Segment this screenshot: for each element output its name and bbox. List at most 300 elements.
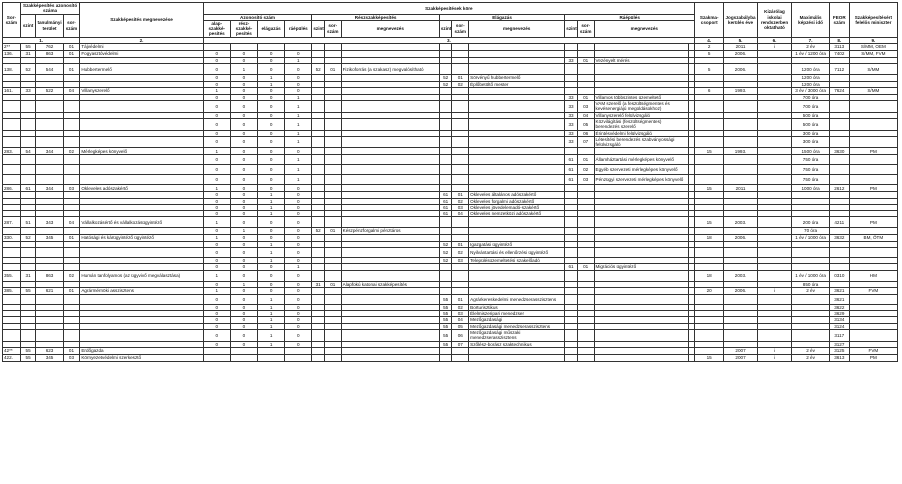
cell-szint: 31 bbox=[20, 270, 36, 281]
cell-megnevezes: Hatósági és kárügyintéző ügyintéző bbox=[80, 234, 203, 241]
cell-raepules: 0 bbox=[285, 281, 312, 287]
cell-resz: 0 bbox=[230, 112, 257, 118]
cell-kepzesi-ido: 1 év / 1000 óra bbox=[792, 270, 830, 281]
cell-elagazas: 0 bbox=[258, 228, 285, 234]
cell-raepules: 0 bbox=[285, 241, 312, 247]
cell-kepzesi-ido: 1200 óra bbox=[792, 64, 830, 75]
cell-rae-szint: 61 bbox=[565, 165, 578, 175]
cell-raepules: 0 bbox=[285, 217, 312, 228]
table-body bbox=[3, 43, 898, 361]
cell-azon-sorszam bbox=[63, 294, 80, 304]
table-header bbox=[3, 3, 898, 44]
cell-elag-sorszam: 06 bbox=[452, 330, 469, 342]
table-row bbox=[3, 330, 898, 342]
cell-feor: 2612 bbox=[829, 185, 849, 192]
cell-raepules: 0 bbox=[285, 198, 312, 204]
cell-kepzesi-ido: 1 év / 1000 óra bbox=[792, 234, 830, 241]
cell-resz-megnevezes bbox=[341, 185, 439, 192]
col-number: 5. bbox=[724, 37, 757, 43]
cell-szint: 33 bbox=[20, 87, 36, 94]
cell-szakmacsoport bbox=[695, 175, 724, 185]
cell-resz-sorszam bbox=[324, 148, 341, 155]
cell-azon-sorszam bbox=[63, 155, 80, 165]
cell-feor: 3621 bbox=[829, 294, 849, 304]
cell-feor: 3117 bbox=[829, 330, 849, 342]
cell-szint: 31 bbox=[20, 50, 36, 57]
cell-alap: 0 bbox=[203, 57, 230, 63]
cell-feor bbox=[829, 165, 849, 175]
cell-elag-szint: 55 bbox=[439, 294, 452, 304]
cell-miniszter bbox=[849, 101, 897, 113]
cell-elag-megnevezes bbox=[469, 118, 565, 130]
cell-raepules: 0 bbox=[285, 50, 312, 57]
cell-raepules: 0 bbox=[285, 317, 312, 323]
cell-raepules: 0 bbox=[285, 148, 312, 155]
cell-resz: 1 bbox=[230, 281, 257, 287]
cell-sorszam: 330. bbox=[3, 234, 21, 241]
cell-elagazas: 0 bbox=[258, 264, 285, 270]
cell-resz: 0 bbox=[230, 75, 257, 81]
cell-resz-sorszam bbox=[324, 165, 341, 175]
cell-azon-sorszam bbox=[63, 248, 80, 258]
cell-elagazas: 0 bbox=[258, 136, 285, 148]
cell-resz-sorszam bbox=[324, 330, 341, 342]
cell-resz: 0 bbox=[230, 87, 257, 94]
cell-szakmacsoport bbox=[695, 155, 724, 165]
cell-alap: 1 bbox=[203, 148, 230, 155]
header-tanulmanyi-terulet: tanulmányi terület bbox=[36, 14, 63, 37]
cell-alap: 0 bbox=[203, 294, 230, 304]
cell-rae-megnevezes bbox=[594, 43, 688, 50]
cell-ev bbox=[724, 175, 757, 185]
cell-resz-sorszam bbox=[324, 294, 341, 304]
col-number: 4. bbox=[695, 37, 724, 43]
table-row bbox=[3, 185, 898, 192]
cell-szakmacsoport: 2 bbox=[695, 43, 724, 50]
cell-miniszter: S/MM, FVM bbox=[849, 50, 897, 57]
cell-kepzesi-ido: 1200 óra bbox=[792, 81, 830, 87]
cell-szint bbox=[20, 155, 36, 165]
cell-elag-sorszam: 01 bbox=[452, 75, 469, 81]
cell-elag-szint bbox=[439, 234, 452, 241]
cell-tanulmanyi-terulet: 345 bbox=[36, 354, 63, 361]
cell-elag-sorszam bbox=[452, 43, 469, 50]
cell-resz-megnevezes bbox=[341, 354, 439, 361]
cell-elag-megnevezes: Borturisztikus bbox=[469, 304, 565, 310]
cell-miniszter: PM bbox=[849, 148, 897, 155]
cell-elag-sorszam: 03 bbox=[452, 204, 469, 210]
cell-miniszter bbox=[849, 294, 897, 304]
cell-elag-sorszam bbox=[452, 347, 469, 354]
cell-elag-megnevezes: Agrárkereskedelmi menedzserasszisztens bbox=[469, 294, 565, 304]
header-rae-sorszam: sor-szám bbox=[577, 20, 594, 37]
cell-rae-megnevezes bbox=[594, 234, 688, 241]
cell-resz: 0 bbox=[230, 204, 257, 210]
cell-tanulmanyi-terulet bbox=[36, 294, 63, 304]
cell-resz-sorszam: 01 bbox=[324, 281, 341, 287]
cell-resz-megnevezes: Fizikoforrás (a szakasz) megvalósítható bbox=[341, 64, 439, 75]
cell-resz-szint bbox=[312, 294, 325, 304]
cell-feor: 3622 bbox=[829, 304, 849, 310]
cell-rae-sorszam bbox=[577, 87, 594, 94]
cell-elag-megnevezes bbox=[469, 287, 565, 294]
cell-sorszam bbox=[3, 136, 21, 148]
cell-azon-sorszam: 03 bbox=[63, 185, 80, 192]
cell-feor bbox=[829, 175, 849, 185]
cell-resz-szint bbox=[312, 185, 325, 192]
cell-raepules: 1 bbox=[285, 130, 312, 136]
cell-resz-sorszam: 01 bbox=[324, 64, 341, 75]
cell-rae-megnevezes bbox=[594, 87, 688, 94]
cell-elag-szint: 52 bbox=[439, 258, 452, 264]
cell-resz-szint bbox=[312, 101, 325, 113]
cell-raepules: 0 bbox=[285, 81, 312, 87]
cell-rae-szint: 33 bbox=[565, 94, 578, 100]
cell-szint bbox=[20, 165, 36, 175]
cell-elag-sorszam: 03 bbox=[452, 311, 469, 317]
cell-feor bbox=[829, 248, 849, 258]
cell-szakmacsoport: 6 bbox=[695, 87, 724, 94]
cell-tanulmanyi-terulet bbox=[36, 101, 63, 113]
cell-feor bbox=[829, 118, 849, 130]
cell-feor: 7402 bbox=[829, 50, 849, 57]
cell-rae-megnevezes: Közvilágítási (feszültségmentes) berendezés szerelő bbox=[594, 118, 688, 130]
cell-tanulmanyi-terulet: 344 bbox=[36, 185, 63, 192]
table-row bbox=[3, 175, 898, 185]
cell-azon-sorszam: 01 bbox=[63, 234, 80, 241]
cell-sorszam: 138. bbox=[3, 64, 21, 75]
cell-szint: 52 bbox=[20, 234, 36, 241]
cell-ev: 2011 bbox=[724, 185, 757, 192]
cell-miniszter: FVM bbox=[849, 347, 897, 354]
cell-rae-sorszam: 06 bbox=[577, 130, 594, 136]
cell-azon-sorszam: 01 bbox=[63, 43, 80, 50]
cell-elag-szint: 52 bbox=[439, 241, 452, 247]
cell-raepules: 1 bbox=[285, 264, 312, 270]
cell-raepules: 0 bbox=[285, 304, 312, 310]
cell-elagazas: 1 bbox=[258, 311, 285, 317]
cell-kepzesi-ido: 1500 óra bbox=[792, 148, 830, 155]
cell-alap: 0 bbox=[203, 101, 230, 113]
cell-tanulmanyi-terulet: 544 bbox=[36, 64, 63, 75]
cell-rae-sorszam bbox=[577, 217, 594, 228]
cell-szint: 55 bbox=[20, 287, 36, 294]
cell-ev: 2006. bbox=[724, 50, 757, 57]
cell-resz-sorszam bbox=[324, 136, 341, 148]
cell-rae-szint: 61 bbox=[565, 155, 578, 165]
cell-elag-szint bbox=[439, 175, 452, 185]
cell-raepules: 0 bbox=[285, 341, 312, 347]
cell-rae-megnevezes: Létesítési berendezés szabványossági felülvizsgáló bbox=[594, 136, 688, 148]
cell-elag-megnevezes bbox=[469, 234, 565, 241]
cell-elagazas: 1 bbox=[258, 294, 285, 304]
cell-kepzesi-ido: 1000 óra bbox=[792, 185, 830, 192]
cell-resz-sorszam bbox=[324, 155, 341, 165]
cell-azon-sorszam: 04 bbox=[63, 217, 80, 228]
cell-kepzesi-ido: 750 óra bbox=[792, 165, 830, 175]
cell-elag-szint: 61 bbox=[439, 198, 452, 204]
cell-resz: 0 bbox=[230, 136, 257, 148]
table-row bbox=[3, 165, 898, 175]
cell-rae-szint bbox=[565, 270, 578, 281]
cell-resz: 0 bbox=[230, 101, 257, 113]
cell-elag-sorszam bbox=[452, 217, 469, 228]
cell-alap: 0 bbox=[203, 94, 230, 100]
cell-ev bbox=[724, 165, 757, 175]
cell-rae-sorszam bbox=[577, 354, 594, 361]
cell-alap: 1 bbox=[203, 287, 230, 294]
cell-resz-sorszam bbox=[324, 185, 341, 192]
cell-kepzesi-ido: 70 óra bbox=[792, 228, 830, 234]
cell-miniszter bbox=[849, 175, 897, 185]
cell-rae-megnevezes: Vezényelt mérés bbox=[594, 57, 688, 63]
cell-resz-sorszam bbox=[324, 50, 341, 57]
cell-rae-megnevezes bbox=[594, 330, 688, 342]
cell-raepules: 0 bbox=[285, 185, 312, 192]
cell-iskolai bbox=[757, 248, 791, 258]
cell-elag-sorszam bbox=[452, 136, 469, 148]
cell-resz-sorszam bbox=[324, 175, 341, 185]
cell-kepzesi-ido bbox=[792, 330, 830, 342]
cell-elag-megnevezes: Okleveles jövedelemadó-szakértő bbox=[469, 204, 565, 210]
cell-kepzesi-ido: 300 óra bbox=[792, 136, 830, 148]
header-elagazas-group: Elágazás bbox=[439, 14, 564, 20]
cell-ev: 2006. bbox=[724, 287, 757, 294]
cell-resz-szint bbox=[312, 155, 325, 165]
cell-iskolai bbox=[757, 64, 791, 75]
cell-megnevezes: Okleveles adószakértő bbox=[80, 185, 203, 192]
cell-kepzesi-ido: 500 óra bbox=[792, 112, 830, 118]
cell-feor: 3613 bbox=[829, 354, 849, 361]
cell-tanulmanyi-terulet: 621 bbox=[36, 287, 63, 294]
cell-resz-szint bbox=[312, 43, 325, 50]
header-jogszabaly: Jogszabályba kerülés éve bbox=[724, 3, 757, 38]
cell-alap: 0 bbox=[203, 281, 230, 287]
cell-rae-sorszam bbox=[577, 330, 594, 342]
cell-rae-szint bbox=[565, 217, 578, 228]
cell-resz-sorszam bbox=[324, 118, 341, 130]
cell-elag-szint: 55 bbox=[439, 311, 452, 317]
cell-megnevezes: Erdőgazda bbox=[80, 347, 203, 354]
cell-rae-szint bbox=[565, 43, 578, 50]
cell-resz-szint bbox=[312, 330, 325, 342]
cell-szint: 51 bbox=[20, 217, 36, 228]
cell-alap: 0 bbox=[203, 198, 230, 204]
cell-elag-sorszam: 01 bbox=[452, 241, 469, 247]
cell-elag-megnevezes: Okleveles nemzetközi adószakértő bbox=[469, 211, 565, 217]
cell-kepzesi-ido: 200 óra bbox=[792, 217, 830, 228]
cell-feor: 4211 bbox=[829, 217, 849, 228]
header-resz-szint: szint bbox=[312, 20, 325, 37]
cell-alap: 0 bbox=[203, 155, 230, 165]
header-resz-sorszam: sor-szám bbox=[324, 20, 341, 37]
cell-tanulmanyi-terulet: 345 bbox=[36, 234, 63, 241]
cell-resz: 0 bbox=[230, 118, 257, 130]
table-row bbox=[3, 101, 898, 113]
cell-elagazas: 1 bbox=[258, 341, 285, 347]
cell-raepules: 0 bbox=[285, 87, 312, 94]
cell-rae-szint bbox=[565, 234, 578, 241]
cell-resz: 1 bbox=[230, 64, 257, 75]
cell-azon-sorszam: 01 bbox=[63, 347, 80, 354]
cell-miniszter bbox=[849, 118, 897, 130]
cell-rae-megnevezes: Államháztartási mérlegképes könyvelő bbox=[594, 155, 688, 165]
cell-raepules: 1 bbox=[285, 136, 312, 148]
cell-alap: 1 bbox=[203, 217, 230, 228]
cell-raepules: 0 bbox=[285, 294, 312, 304]
cell-rae-szint bbox=[565, 287, 578, 294]
col-number: 9. bbox=[849, 37, 897, 43]
cell-sorszam: 161. bbox=[3, 87, 21, 94]
cell-elag-szint bbox=[439, 354, 452, 361]
cell-rae-megnevezes bbox=[594, 347, 688, 354]
cell-elag-szint bbox=[439, 148, 452, 155]
cell-resz: 0 bbox=[230, 341, 257, 347]
cell-elag-szint: 55 bbox=[439, 323, 452, 329]
cell-miniszter: PM bbox=[849, 185, 897, 192]
cell-szint: 52 bbox=[20, 64, 36, 75]
cell-elag-sorszam bbox=[452, 64, 469, 75]
cell-elag-szint bbox=[439, 43, 452, 50]
cell-resz-szint bbox=[312, 87, 325, 94]
table-row bbox=[3, 294, 898, 304]
cell-rae-megnevezes bbox=[594, 185, 688, 192]
cell-elag-megnevezes: Éplőbetöltő mester bbox=[469, 81, 565, 87]
cell-rae-megnevezes bbox=[594, 287, 688, 294]
cell-tanulmanyi-terulet bbox=[36, 118, 63, 130]
cell-resz: 0 bbox=[230, 248, 257, 258]
cell-ev bbox=[724, 136, 757, 148]
cell-azon-sorszam bbox=[63, 101, 80, 113]
cell-miniszter bbox=[849, 136, 897, 148]
cell-ev: 1993. bbox=[724, 148, 757, 155]
table-row bbox=[3, 354, 898, 361]
cell-resz bbox=[230, 354, 257, 361]
cell-miniszter bbox=[849, 248, 897, 258]
cell-resz-szint bbox=[312, 248, 325, 258]
cell-elag-sorszam bbox=[452, 148, 469, 155]
cell-elagazas: 1 bbox=[258, 192, 285, 198]
cell-iskolai bbox=[757, 118, 791, 130]
cell-miniszter: HM bbox=[849, 270, 897, 281]
cell-kepzesi-ido bbox=[792, 294, 830, 304]
cell-ev bbox=[724, 101, 757, 113]
cell-feor bbox=[829, 101, 849, 113]
cell-ev: 2003. bbox=[724, 217, 757, 228]
cell-azon-sorszam bbox=[63, 330, 80, 342]
cell-kepzesi-ido: 2 év bbox=[792, 347, 830, 354]
cell-sorszam bbox=[3, 175, 21, 185]
cell-elag-megnevezes: Szőlész-borász szaktechnikus bbox=[469, 341, 565, 347]
cell-megnevezes: Mérlegképes könyvelő bbox=[80, 148, 203, 155]
header-reszszakkepesites: Részszakképesítés bbox=[312, 14, 440, 20]
cell-megnevezes bbox=[80, 294, 203, 304]
cell-resz: 0 bbox=[230, 198, 257, 204]
cell-azon-sorszam bbox=[63, 165, 80, 175]
cell-ev: 2007 bbox=[724, 354, 757, 361]
cell-alap: 0 bbox=[203, 81, 230, 87]
header-max-kepzesi-ido: Maximális képzési idő bbox=[792, 3, 830, 38]
cell-rae-sorszam bbox=[577, 248, 594, 258]
cell-elag-megnevezes bbox=[469, 347, 565, 354]
cell-feor: 3134 bbox=[829, 317, 849, 323]
cell-alap: 0 bbox=[203, 75, 230, 81]
cell-rae-szint bbox=[565, 354, 578, 361]
table-row bbox=[3, 64, 898, 75]
cell-ev: 2003. bbox=[724, 270, 757, 281]
cell-resz: 0 bbox=[230, 241, 257, 247]
cell-rae-szint bbox=[565, 248, 578, 258]
cell-feor: 7112 bbox=[829, 64, 849, 75]
cell-raepules: 0 bbox=[285, 64, 312, 75]
cell-rae-szint bbox=[565, 87, 578, 94]
cell-elagazas: 0 bbox=[258, 64, 285, 75]
cell-elagazas: 0 bbox=[258, 118, 285, 130]
cell-elag-sorszam: 02 bbox=[452, 304, 469, 310]
cell-resz-szint bbox=[312, 50, 325, 57]
cell-resz bbox=[230, 347, 257, 354]
table-row bbox=[3, 87, 898, 94]
cell-resz: 0 bbox=[230, 311, 257, 317]
cell-iskolai bbox=[757, 87, 791, 94]
cell-alap: 0 bbox=[203, 317, 230, 323]
cell-elag-sorszam bbox=[452, 165, 469, 175]
cell-tanulmanyi-terulet bbox=[36, 155, 63, 165]
cell-rae-szint bbox=[565, 330, 578, 342]
cell-resz-szint bbox=[312, 287, 325, 294]
cell-resz: 0 bbox=[230, 330, 257, 342]
cell-szakmacsoport: 15 bbox=[695, 148, 724, 155]
cell-feor: 3125 bbox=[829, 347, 849, 354]
cell-alap: 0 bbox=[203, 323, 230, 329]
cell-rae-sorszam: 01 bbox=[577, 264, 594, 270]
cell-tanulmanyi-terulet: 762 bbox=[36, 43, 63, 50]
table-row bbox=[3, 248, 898, 258]
col-number: 1. bbox=[3, 37, 80, 43]
cell-elag-szint: 52 bbox=[439, 248, 452, 258]
cell-szint: 55 bbox=[20, 354, 36, 361]
cell-alap bbox=[203, 347, 230, 354]
cell-kepzesi-ido: 750 óra bbox=[792, 155, 830, 165]
cell-tanulmanyi-terulet bbox=[36, 136, 63, 148]
cell-raepules: 1 bbox=[285, 118, 312, 130]
cell-resz: 0 bbox=[230, 175, 257, 185]
cell-elag-megnevezes bbox=[469, 185, 565, 192]
cell-resz: 0 bbox=[230, 258, 257, 264]
cell-alap: 0 bbox=[203, 228, 230, 234]
cell-rae-sorszam: 02 bbox=[577, 165, 594, 175]
cell-feor: 3113 bbox=[829, 43, 849, 50]
cell-resz-sorszam bbox=[324, 270, 341, 281]
cell-miniszter: S/MM bbox=[849, 87, 897, 94]
cell-elagazas: 1 bbox=[258, 204, 285, 210]
cell-resz-sorszam bbox=[324, 217, 341, 228]
cell-elag-megnevezes: Mezőgazdasági műszaki menedzserasszisztens bbox=[469, 330, 565, 342]
cell-raepules: 1 bbox=[285, 165, 312, 175]
cell-iskolai bbox=[757, 101, 791, 113]
cell-elag-sorszam: 04 bbox=[452, 317, 469, 323]
cell-kepzesi-ido: 850 óra bbox=[792, 281, 830, 287]
cell-sorszam: 287. bbox=[3, 217, 21, 228]
cell-iskolai: i bbox=[757, 354, 791, 361]
cell-raepules: 0 bbox=[285, 228, 312, 234]
cell-elag-sorszam: 02 bbox=[452, 198, 469, 204]
cell-rae-megnevezes: Pénzügyi szervezeti mérlegképes könyvelő bbox=[594, 175, 688, 185]
cell-rae-szint bbox=[565, 185, 578, 192]
cell-iskolai bbox=[757, 217, 791, 228]
cell-sorszam bbox=[3, 165, 21, 175]
cell-iskolai bbox=[757, 136, 791, 148]
